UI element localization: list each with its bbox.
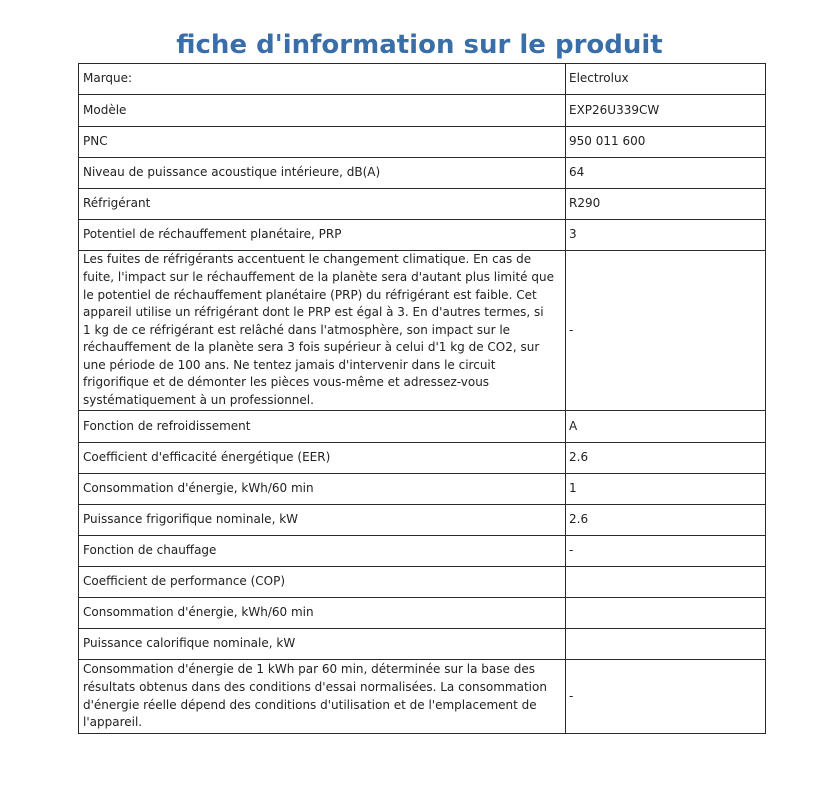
notice-line: réchauffement de la planète sera 3 fois supérieur à celui d'1 kg de CO2, sur <box>83 340 540 355</box>
refrigerant-label: Réfrigérant <box>79 189 565 219</box>
refrigerant-leak-notice <box>79 251 565 410</box>
eer-label: Coefficient d'efficacité énergétique (EER) <box>79 443 565 473</box>
page-title: fiche d'information sur le produit <box>176 30 663 60</box>
notice-line: d'énergie réelle dépend des conditions d'utilisation et de l'emplacement de <box>83 697 537 712</box>
cooling-capacity-label: Puissance frigorifique nominale, kW <box>79 505 565 535</box>
gwp-value: 3 <box>566 220 765 250</box>
energy-consumption-notice-value: - <box>566 660 765 733</box>
brand-value: Electrolux <box>566 64 765 94</box>
sound-power-label: Niveau de puissance acoustique intérieure, dB(A) <box>79 158 565 188</box>
heating-capacity-label: Puissance calorifique nominale, kW <box>79 629 565 659</box>
notice-line: Consommation d'énergie de 1 kWh par 60 min, déterminée sur la base des <box>83 662 535 677</box>
sound-power-value: 64 <box>566 158 765 188</box>
notice-line: l'appareil. <box>83 715 143 730</box>
notice-line: frigorifique et de démonter les pièces vous-même et adressez-vous <box>83 375 490 390</box>
energy-consumption-notice <box>79 660 565 733</box>
notice-line: le potentiel de réchauffement planétaire (PRP) du réfrigérant est faible. Cet <box>83 287 537 302</box>
cooling-function-label: Fonction de refroidissement <box>79 411 565 442</box>
cop-label: Coefficient de performance (COP) <box>79 567 565 597</box>
pnc-value: 950 011 600 <box>566 127 765 157</box>
product-info-table <box>78 63 766 734</box>
gwp-label: Potentiel de réchauffement planétaire, PRP <box>79 220 565 250</box>
model-value: EXP26U339CW <box>566 95 765 126</box>
notice-line: appareil utilise un réfrigérant dont le PRP est égal à 3. En d'autres termes, si <box>83 305 544 320</box>
eer-value: 2.6 <box>566 443 765 473</box>
model-label: Modèle <box>79 95 565 126</box>
pnc-label: PNC <box>79 127 565 157</box>
heating-function-value: - <box>566 536 765 566</box>
refrigerant-value: R290 <box>566 189 765 219</box>
cooling-capacity-value: 2.6 <box>566 505 765 535</box>
cop-value <box>566 567 765 597</box>
brand-label: Marque: <box>79 64 565 94</box>
notice-line: 1 kg de ce réfrigérant est relâché dans l'atmosphère, son impact sur le <box>83 322 511 337</box>
notice-line: systématiquement à un professionnel. <box>83 393 314 408</box>
cooling-function-value: A <box>566 411 765 442</box>
notice-line: fuite, l'impact sur le réchauffement de la planète sera d'autant plus limité que <box>83 269 554 284</box>
heating-function-label: Fonction de chauffage <box>79 536 565 566</box>
notice-line: résultats obtenus dans des conditions d'essai normalisées. La consommation <box>83 679 547 694</box>
heating-capacity-value <box>566 629 765 659</box>
notice-line: une période de 100 ans. Ne tentez jamais d'intervenir dans le circuit <box>83 357 496 372</box>
refrigerant-leak-notice-value: - <box>566 251 765 410</box>
heating-energy-consumption-value <box>566 598 765 628</box>
cooling-energy-consumption-label: Consommation d'énergie, kWh/60 min <box>79 474 565 504</box>
notice-line: Les fuites de réfrigérants accentuent le changement climatique. En cas de <box>83 252 532 267</box>
heating-energy-consumption-label: Consommation d'énergie, kWh/60 min <box>79 598 565 628</box>
cooling-energy-consumption-value: 1 <box>566 474 765 504</box>
